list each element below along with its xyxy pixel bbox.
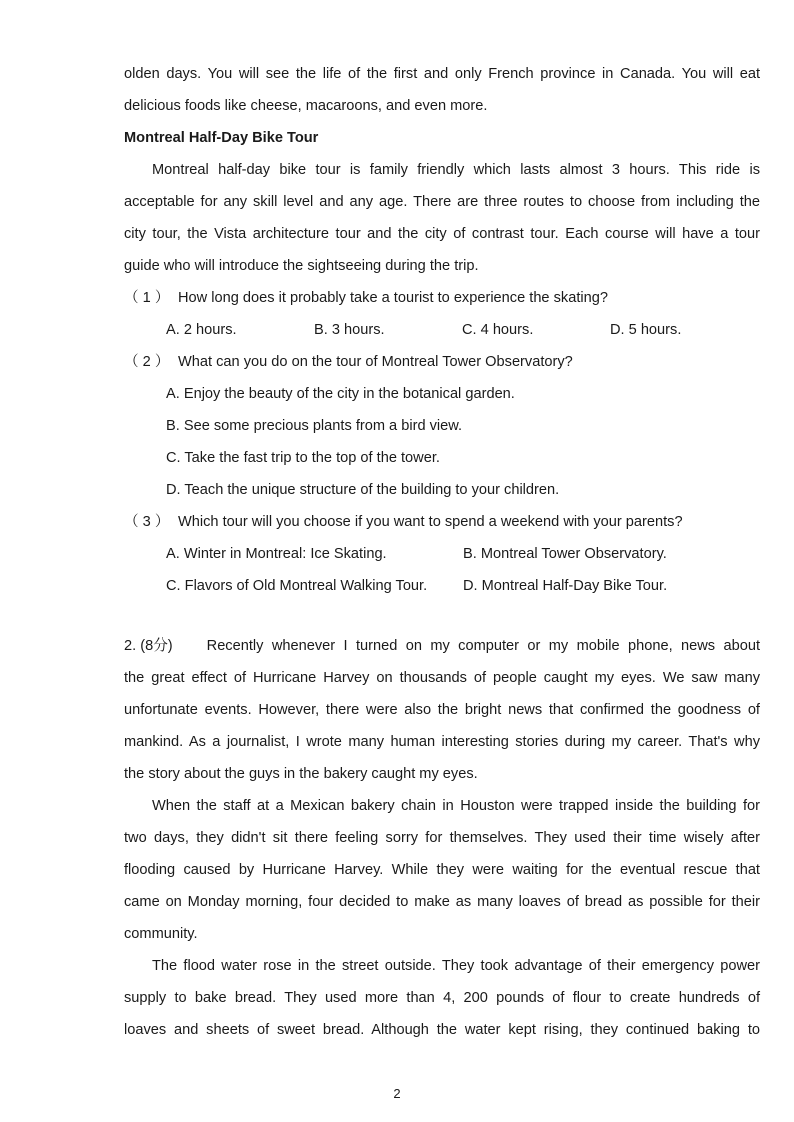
passage-line: Montreal half-day bike tour is family friendly which lasts almost 3 hours. This ride is — [152, 162, 760, 178]
passage-text: Recently whenever I turned on my computer or my mobile phone, news about — [206, 638, 760, 654]
passage-line: city tour, the Vista architecture tour and the city of contrast tour. Each course will have a tour — [124, 226, 760, 242]
answer-blank: （ 1 ） — [124, 290, 170, 306]
option-c: C. Flavors of Old Montreal Walking Tour. — [166, 578, 428, 594]
passage-line: the great effect of Hurricane Harvey on thousands of people caught my eyes. We saw many — [124, 670, 760, 686]
option-d: D. 5 hours. — [610, 322, 682, 338]
question-3 — [124, 506, 760, 538]
passage-line: community. — [124, 926, 198, 942]
option-c: C. 4 hours. — [462, 322, 534, 338]
passage-line: acceptable for any skill level and any age. There are three routes to choose from including the — [124, 194, 760, 210]
passage-2 — [124, 630, 760, 1046]
question-number: 2. (8分) — [124, 638, 173, 654]
passage-line: two days, they didn't sit there feeling sorry for themselves. They used their time wisely after — [124, 830, 760, 846]
page-number: 2 — [393, 1086, 401, 1101]
option-b: B. 3 hours. — [314, 322, 385, 338]
question-text: Which tour will you choose if you want to spend a weekend with your parents? — [178, 514, 683, 530]
passage-line: flooding caused by Hurricane Harvey. While they were waiting for the eventual rescue that — [124, 862, 760, 878]
passage-line: The flood water rose in the street outside. They took advantage of their emergency power — [152, 958, 760, 974]
passage-line: came on Monday morning, four decided to make as many loaves of bread as possible for their — [124, 894, 760, 910]
page-content — [124, 58, 760, 1046]
option-d: D. Montreal Half-Day Bike Tour. — [463, 578, 668, 594]
passage-line: the story about the guys in the bakery caught my eyes. — [124, 766, 478, 782]
option-c: C. Take the fast trip to the top of the tower. — [166, 450, 440, 466]
question-1-options — [124, 314, 760, 346]
option-d: D. Teach the unique structure of the building to your children. — [166, 482, 560, 498]
question-3-options-row-2 — [124, 570, 760, 602]
question-text: What can you do on the tour of Montreal Tower Observatory? — [178, 354, 573, 370]
option-b: B. Montreal Tower Observatory. — [463, 546, 667, 562]
answer-blank: （ 2 ） — [124, 354, 170, 370]
passage-line — [124, 630, 760, 662]
passage-line: supply to bake bread. They used more than 4, 200 pounds of flour to create hundreds of — [124, 990, 760, 1006]
question-text: How long does it probably take a tourist to experience the skating? — [178, 290, 608, 306]
answer-blank: （ 3 ） — [124, 514, 170, 530]
passage-line: delicious foods like cheese, macaroons, and even more. — [124, 98, 488, 114]
passage-line: loaves and sheets of sweet bread. Although the water kept rising, they continued baking to — [124, 1022, 760, 1038]
question-2 — [124, 346, 760, 378]
question-3-options-row-1 — [124, 538, 760, 570]
option-a: A. Winter in Montreal: Ice Skating. — [166, 546, 387, 562]
option-a: A. 2 hours. — [166, 322, 237, 338]
passage-line: unfortunate events. However, there were also the bright news that confirmed the goodness of — [124, 702, 760, 718]
passage-line: guide who will introduce the sightseeing during the trip. — [124, 258, 479, 274]
question-1 — [124, 282, 760, 314]
option-a: A. Enjoy the beauty of the city in the botanical garden. — [166, 386, 515, 402]
passage-line: olden days. You will see the life of the first and only French province in Canada. You will eat — [124, 66, 760, 82]
section-spacer — [124, 602, 760, 630]
passage-line: When the staff at a Mexican bakery chain in Houston were trapped inside the building for — [152, 798, 760, 814]
passage-line: mankind. As a journalist, I wrote many human interesting stories during my career. That's why — [124, 734, 760, 750]
option-b: B. See some precious plants from a bird view. — [166, 418, 463, 434]
section-heading: Montreal Half-Day Bike Tour — [124, 130, 319, 146]
